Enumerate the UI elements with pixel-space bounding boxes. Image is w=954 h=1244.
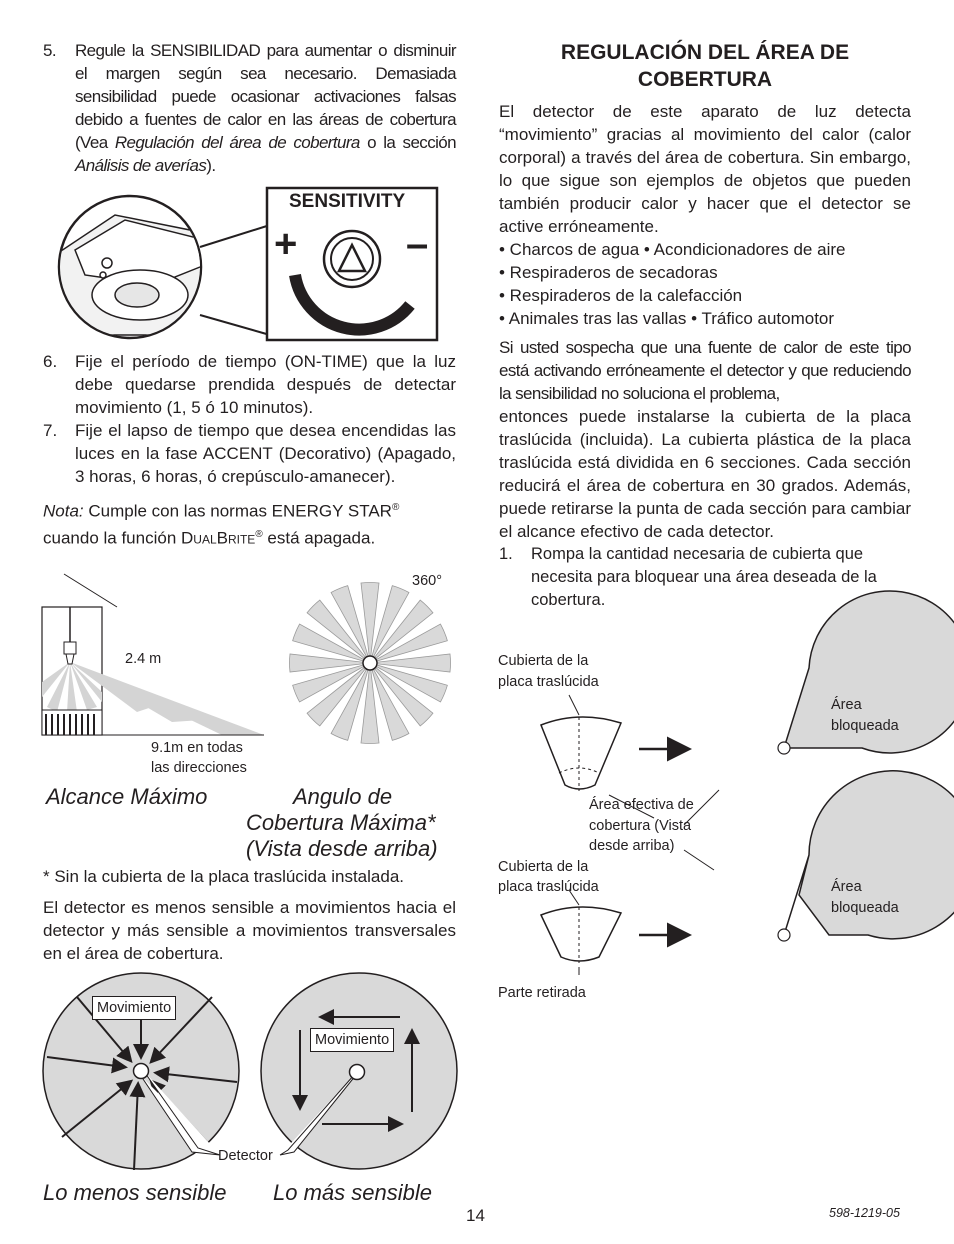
lens-cover-paragraph: entonces puede instalarse la cubierta de la placa traslúcida (incluida). La cubierta plástica de la placa traslúcida está dividida en 6 secciones. Cada sección reducirá el área de cobertura en 30 grados. Además, puede retirarse la punta de cada sección para cambiar el alcance efectivo de cada detector.: [499, 407, 911, 541]
note-line2a: cuando la función D: [43, 528, 194, 548]
step-7-number: 7.: [43, 421, 58, 440]
blocked-area-label-2b: bloqueada: [831, 900, 899, 916]
lens-cover-label-2b: placa traslúcida: [498, 879, 599, 895]
removed-part-label: Parte retirada: [498, 985, 586, 1001]
caption-less-sensitive: Lo menos sensible: [43, 1180, 227, 1205]
list-item: • Animales tras las vallas • Tráfico automotor: [499, 309, 835, 328]
note-b: B: [216, 528, 228, 548]
intro-paragraph: El detector de este aparato de luz detecta “movimiento” gracias al movimiento del calor (calor corporal) a través del área de cobertura. Sin embargo, lo que sigue son ejemplos de objetos que pueden también producir calor y hacer que el detector se active erróneamente.: [499, 102, 911, 236]
plus-sign: +: [274, 222, 298, 266]
page-number: 14: [466, 1206, 485, 1225]
sensitivity-explanation: El detector es menos sensible a movimientos hacia el detector y más sensible a movimientos transversales en el área de cobertura.: [43, 898, 456, 963]
sensor-closeup-illustration: [55, 195, 445, 345]
movement-label-2: Movimiento: [310, 1028, 394, 1052]
lens-cover-label-2a: Cubierta de la: [498, 859, 589, 875]
note-text: Cumple con las normas ENERGY STAR: [83, 501, 392, 521]
distance-label-1: 9.1m en todas: [151, 740, 243, 756]
blocked-area-label-1a: Área: [831, 697, 862, 713]
energy-star-note: [43, 496, 456, 551]
lens-cover-paragraph-intro: Si usted sospecha que una fuente de calor de este tipo está activando erróneamente el detector y que reduciendo la sensibilidad no soluciona el problema,: [499, 338, 911, 403]
step-6: [43, 350, 456, 419]
list-item: • Respiraderos de secadoras: [499, 263, 718, 282]
caption-angle-line2: Cobertura Máxima*: [246, 810, 436, 835]
section-heading-line1: REGULACIÓN DEL ÁREA DE: [560, 41, 850, 64]
step-5-end: ).: [206, 156, 216, 175]
caption-max-range: Alcance Máximo: [46, 784, 208, 809]
step-6-text: Fije el período de tiempo (ON-TIME) que la luz debe quedarse prendida después de detectar movimiento (1, 5 ó 10 minutos).: [75, 352, 456, 417]
distance-label-2: las direcciones: [151, 760, 247, 776]
left-column-steps: [43, 350, 456, 551]
effective-area-label-c: desde arriba): [589, 838, 675, 854]
minus-sign: –: [406, 222, 429, 266]
note-caps2: RITE: [227, 532, 256, 547]
footnote: * Sin la cubierta de la placa traslúcida instalada.: [43, 867, 404, 886]
left-column: [43, 39, 456, 177]
note-reg2: ®: [255, 528, 263, 540]
step-5-ref-coverage: Regulación del área de cobertura: [114, 133, 360, 152]
document-code: 598-1219-05: [829, 1206, 900, 1220]
step-5-number: 5.: [43, 41, 56, 60]
step-5-mid: o la sección: [359, 133, 456, 152]
angle-label: 360°: [412, 573, 442, 589]
effective-area-label-a: Área efectiva de: [589, 797, 694, 813]
blocked-area-label-2a: Área: [831, 879, 862, 895]
coverage-angle-360-illustration: [286, 579, 454, 747]
more-sensitive-illustration: [260, 972, 460, 1172]
note-label: Nota:: [43, 501, 84, 521]
step-5-ref-troubleshooting: Análisis de averías: [75, 156, 207, 175]
height-label: 2.4 m: [125, 651, 162, 667]
step-5-text: Regule la SENSIBILIDAD para aumentar o disminuir el margen según sea necesario. Demasiada sensibilidad puede ocasionar activaciones falsas debido a fuentes de calor en las áreas de cobertura (Vea: [75, 41, 456, 152]
step-7-text: Fije el lapso de tiempo que desea encendidas las luces en la fase ACCENT (Decorativo) (Apagado, 3 horas, 6 horas, ó crepúsculo-amanecer).: [75, 421, 456, 486]
step-1-text: Rompa la cantidad necesaria de cubierta que necesita para bloquear una área deseada de la cobertura.: [531, 545, 877, 609]
list-item: • Respiraderos de la calefacción: [499, 286, 743, 305]
caption-angle-line1: Angulo de: [293, 784, 393, 809]
caption-more-sensitive: Lo más sensible: [273, 1180, 432, 1205]
effective-area-label-b: cobertura (Vista: [589, 818, 692, 834]
blocked-area-label-1b: bloqueada: [831, 718, 899, 734]
heat-source-list: [499, 238, 911, 330]
detector-label: Detector: [218, 1148, 273, 1164]
caption-angle-line3: (Vista desde arriba): [246, 836, 438, 861]
right-column: [499, 39, 911, 612]
step-5: [43, 39, 456, 177]
step-6-number: 6.: [43, 352, 58, 371]
lens-cover-label-1a: Cubierta de la: [498, 653, 589, 669]
section-heading-line2: COBERTURA: [637, 68, 773, 91]
list-item: • Charcos de agua • Acondicionadores de aire: [499, 240, 846, 259]
sensitivity-label: SENSITIVITY: [289, 191, 406, 212]
note-line2b: está apagada.: [262, 528, 376, 548]
step-1-number: 1.: [499, 545, 513, 563]
movement-label-1: Movimiento: [92, 996, 176, 1020]
lens-cover-label-1b: placa traslúcida: [498, 674, 599, 690]
step-7: [43, 419, 456, 488]
note-caps: UAL: [193, 532, 217, 547]
note-reg: ®: [391, 502, 400, 513]
